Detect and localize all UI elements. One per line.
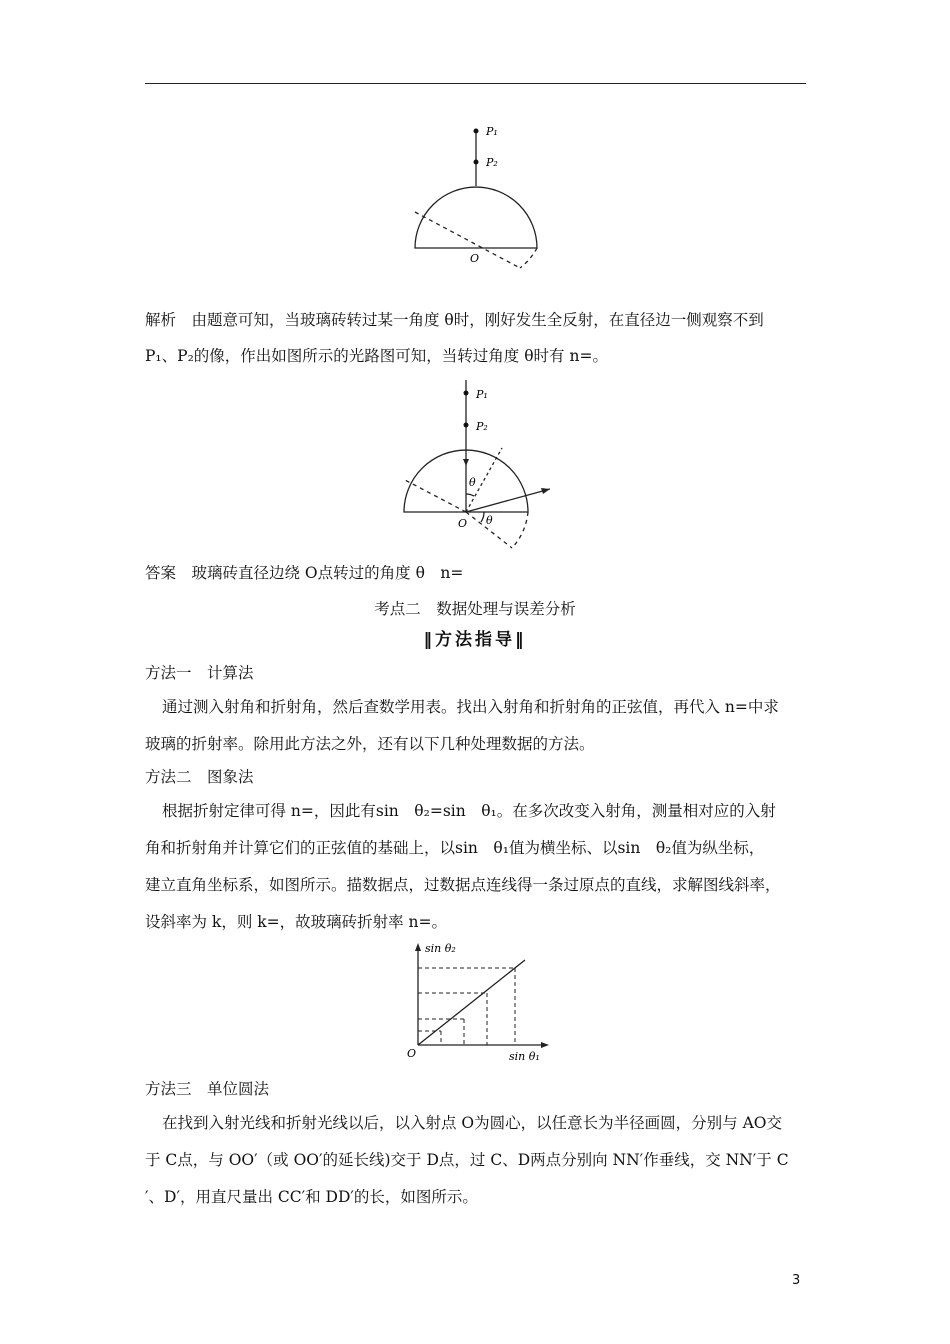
analysis-line-2: P₁、P₂的像，作出如图所示的光路图可知，当转过角度 θ时有 n=。 bbox=[145, 347, 608, 365]
header-rule bbox=[145, 83, 806, 84]
method2-line-4: 设斜率为 k，则 k=，故玻璃砖折射率 n=。 bbox=[145, 913, 448, 931]
method1-title: 方法一 计算法 bbox=[145, 664, 254, 682]
fig2-p2-label: P₂ bbox=[476, 420, 488, 433]
fig1-p1-label: P₁ bbox=[486, 125, 498, 138]
method3-line-3: ′、D′，用直尺量出 CC′和 DD′的长，如图所示。 bbox=[145, 1188, 478, 1206]
answer-line: 答案 玻璃砖直径边绕 O点转过的角度 θ n= bbox=[145, 564, 464, 582]
section-title: 考点二 数据处理与误差分析 bbox=[374, 600, 576, 618]
fig2-theta-bottom: θ bbox=[486, 514, 493, 527]
analysis-line-1: 解析 由题意可知，当玻璃砖转过某一角度 θ时，刚好发生全反射，在直径边一侧观察不到 bbox=[145, 311, 764, 329]
method-banner: ‖方法指导‖ bbox=[423, 630, 527, 650]
page-number: 3 bbox=[792, 1273, 801, 1288]
method3-line-1: 在找到入射光线和折射光线以后，以入射点 O为圆心，以任意长为半径画圆，分别与 AO交 bbox=[162, 1114, 782, 1132]
method2-line-1: 根据折射定律可得 n=，因此有sin θ₂=sin θ₁。在多次改变入射角，测量相对应的入射 bbox=[162, 802, 776, 820]
fig1-o-label: O bbox=[470, 252, 480, 265]
method1-line-1: 通过测入射角和折射角，然后查数学用表。找出入射角和折射角的正弦值，再代入 n=中求 bbox=[162, 698, 779, 716]
graph-y-label: sin θ₂ bbox=[425, 942, 456, 955]
graph-origin-label: O bbox=[407, 1047, 417, 1060]
fig1-p2-label: P₂ bbox=[486, 156, 498, 169]
method2-line-3: 建立直角坐标系，如图所示。描数据点，过数据点连线得一条过原点的直线，求解图线斜率， bbox=[145, 876, 781, 894]
graph-x-label: sin θ₁ bbox=[509, 1050, 540, 1063]
method1-line-2: 玻璃的折射率。除用此方法之外，还有以下几种处理数据的方法。 bbox=[145, 735, 595, 753]
method2-title: 方法二 图象法 bbox=[145, 768, 254, 786]
fig2-theta-top: θ bbox=[469, 476, 476, 489]
method2-line-2: 角和折射角并计算它们的正弦值的基础上，以sin θ₁值为横坐标、以sin θ₂值为纵坐标， bbox=[145, 839, 765, 857]
fig2-o-label: O bbox=[458, 517, 468, 530]
method3-title: 方法三 单位圆法 bbox=[145, 1080, 270, 1098]
fig2-p1-label: P₁ bbox=[476, 388, 488, 401]
method3-line-2: 于 C点，与 OO′（或 OO′的延长线)交于 D点，过 C、D两点分别向 NN′作垂线，交 NN′于 C bbox=[145, 1151, 789, 1169]
